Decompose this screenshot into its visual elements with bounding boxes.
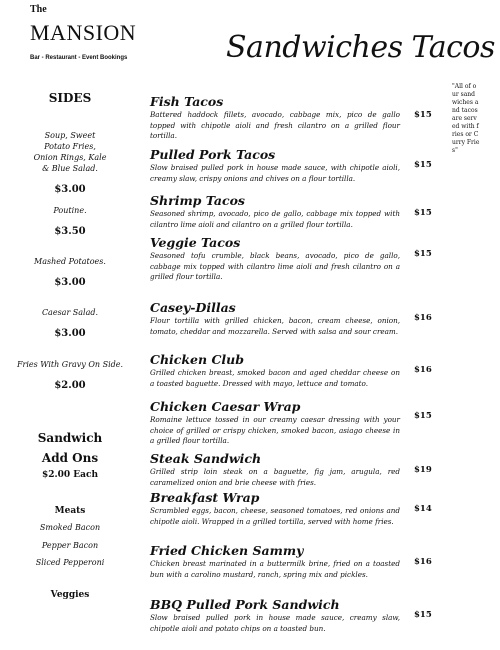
- addons-title: [0, 428, 140, 468]
- menu-item-price: $15: [414, 208, 432, 218]
- menu-item-price: $15: [414, 160, 432, 170]
- menu-item-price: $15: [414, 610, 432, 620]
- menu-item-name: Steak Sandwich: [150, 451, 262, 466]
- side-price: $3.50: [54, 226, 86, 237]
- side-name: Caesar Salad.: [41, 308, 99, 317]
- menu-item: [150, 94, 400, 142]
- side-name: Soup, Sweet Potato Fries, Onion Rings, Kale & Blue Salad.: [33, 131, 107, 173]
- menu-item-name: Shrimp Tacos: [150, 193, 245, 208]
- menu-item: [150, 490, 400, 527]
- addon-meat: Smoked Bacon: [39, 523, 101, 532]
- sides-heading: SIDES: [48, 91, 92, 105]
- menu-item-desc: Grilled chicken breast, smoked bacon and aged cheddar cheese on a toasted baguette. Dressed with mayo, lettuce and tomato.: [150, 368, 400, 388]
- side-item: [0, 205, 140, 237]
- addons-price: $2.00 Each: [41, 470, 99, 480]
- brand-name: MANSION: [30, 20, 137, 45]
- menu-item: [150, 193, 400, 230]
- menu-item: [150, 451, 400, 488]
- menu-item-desc: Chicken breast marinated in a buttermilk brine, fried on a toasted bun with a carolino mustard, ranch, spring mix and pickles.: [150, 559, 400, 579]
- menu-item-name: Fish Tacos: [150, 94, 224, 109]
- menu-item-name: Chicken Caesar Wrap: [150, 399, 301, 414]
- addon-meat: Sliced Pepperoni: [35, 558, 105, 567]
- menu-item-desc: Seasoned shrimp, avocado, pico de gallo, cabbage mix topped with cilantro lime aioli and cilantro on a grilled flour tortilla.: [150, 209, 400, 229]
- menu-item-price: $16: [414, 365, 432, 375]
- menu-item-name: Breakfast Wrap: [150, 490, 260, 505]
- menu-item-price: $16: [414, 557, 432, 567]
- side-item: [0, 130, 140, 195]
- menu-item-price: $15: [414, 110, 432, 120]
- menu-item: [150, 352, 400, 389]
- addons-title-line2: Add Ons: [41, 451, 99, 465]
- menu-item-desc: Slow braised pulled pork in house made sauce, with chipotle aioli, creamy slaw, crispy onions and chives on a flour tortilla.: [150, 163, 400, 183]
- menu-item-name: Veggie Tacos: [150, 235, 241, 250]
- brand-tagline: Bar - Restaurant - Event Bookings: [30, 55, 128, 61]
- addon-meat: Pepper Bacon: [41, 541, 99, 550]
- menu-item-name: Pulled Pork Tacos: [150, 147, 276, 162]
- side-name: Mashed Potatoes.: [34, 257, 106, 266]
- veggies-label: Veggies: [50, 590, 90, 600]
- menu-item-name: Fried Chicken Sammy: [150, 543, 304, 558]
- menu-item: [150, 235, 400, 283]
- menu-item-desc: Flour tortilla with grilled chicken, bacon, cream cheese, onion, tomato, cheddar and mozzarella. Served with salsa and sour cream.: [150, 316, 400, 336]
- side-name: Fries With Gravy On Side.: [16, 360, 124, 369]
- side-price: $3.00: [54, 184, 86, 195]
- menu-item-price: $19: [414, 465, 432, 475]
- menu-item: [150, 399, 400, 447]
- side-item: [0, 359, 140, 391]
- addons-title-line1: Sandwich: [37, 431, 103, 445]
- menu-item-name: Casey-Dillas: [150, 300, 236, 315]
- menu-item-desc: Slow braised pulled pork in house made sauce, creamy slaw, chipotle aioli and potato chips on a toasted bun.: [150, 613, 400, 633]
- menu-item-price: $15: [414, 249, 432, 259]
- menu-item: [150, 543, 400, 580]
- side-name: Poutine.: [53, 206, 87, 215]
- menu-item: [150, 597, 400, 634]
- menu-item-price: $14: [414, 504, 432, 514]
- menu-item-desc: Scrambled eggs, bacon, cheese, seasoned tomatoes, red onions and chipotle aioli. Wrapped in a grilled tortilla, served with home fries.: [150, 506, 400, 526]
- menu-item-price: $16: [414, 313, 432, 323]
- menu-item-name: Chicken Club: [150, 352, 244, 367]
- menu-item-desc: Romaine lettuce tossed in our creamy caesar dressing with your choice of grilled or crispy chicken, smoked bacon, asiago cheese in a grilled flour tortilla.: [150, 415, 400, 445]
- menu-item-price: $15: [414, 411, 432, 421]
- page-title: Sandwiches Tacos: [226, 30, 495, 65]
- menu-item-name: BBQ Pulled Pork Sandwich: [150, 597, 340, 612]
- side-price: $2.00: [54, 380, 86, 391]
- served-with-note: "All of our sandwiches and tacos are served with fries or Curry Fries": [452, 83, 480, 154]
- side-item: [0, 307, 140, 339]
- side-price: $3.00: [54, 277, 86, 288]
- menu-item-desc: Battered haddock fillets, avocado, cabbage mix, pico de gallo topped with chipotle aioli and fresh cilantro on a grilled flour tortilla.: [150, 110, 400, 140]
- brand-the: The: [30, 4, 47, 15]
- menu-item: [150, 147, 400, 184]
- menu-item-desc: Grilled strip loin steak on a baguette, fig jam, arugula, red caramelized onion and brie cheese with fries.: [150, 467, 400, 487]
- menu-item: [150, 300, 400, 337]
- side-price: $3.00: [54, 328, 86, 339]
- side-item: [0, 256, 140, 288]
- menu-item-desc: Seasoned tofu crumble, black beans, avocado, pico de gallo, cabbage mix topped with cilantro lime aioli and fresh cilantro on a grilled flour tortilla.: [150, 251, 400, 281]
- meats-label: Meats: [54, 506, 86, 516]
